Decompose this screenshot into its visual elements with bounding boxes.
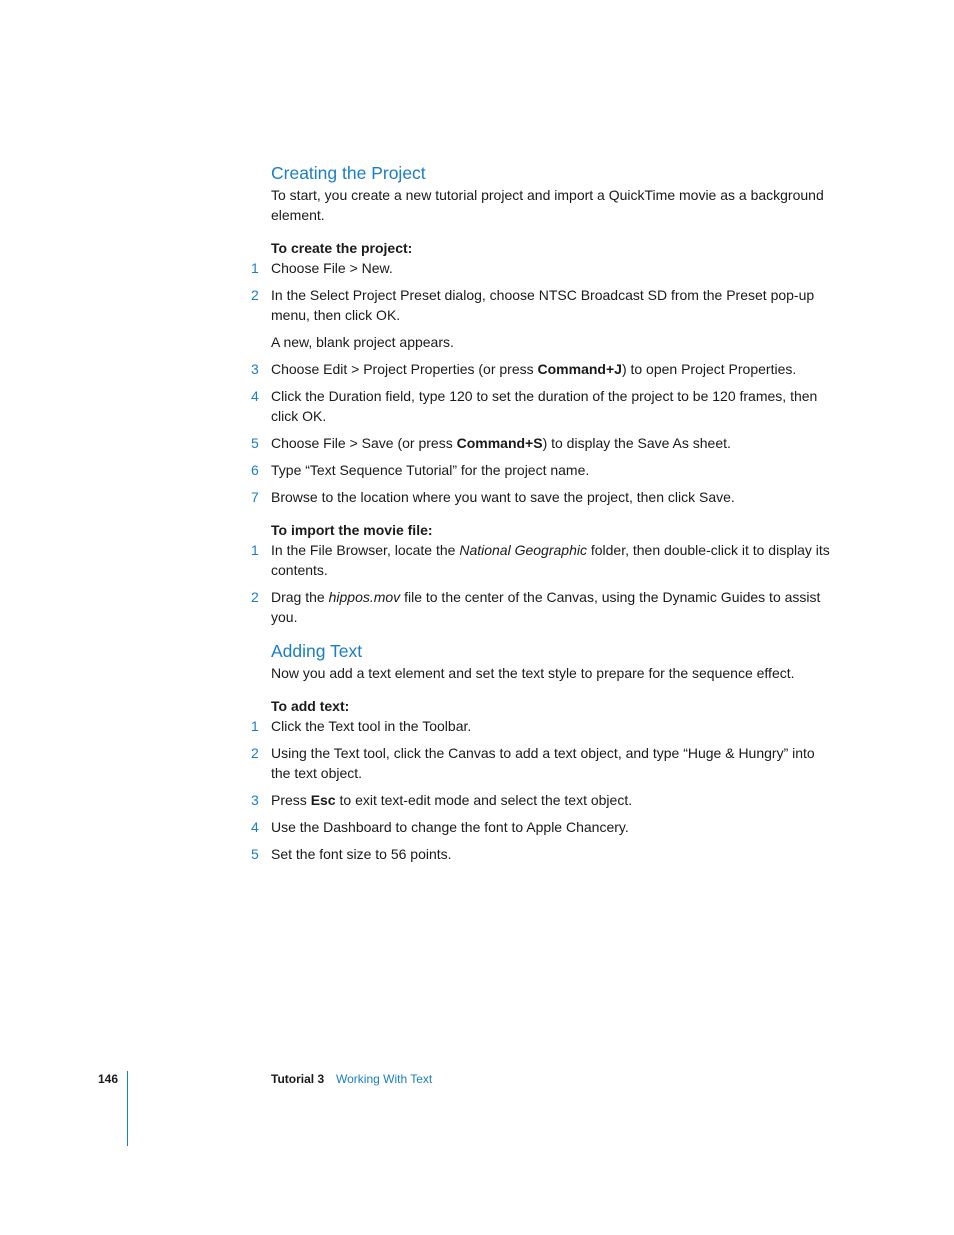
step-text: Click the Text tool in the Toolbar. xyxy=(271,718,472,734)
key-command: Esc xyxy=(310,792,336,808)
step-item xyxy=(251,285,831,325)
page-number: 146 xyxy=(98,1072,119,1086)
step-item xyxy=(251,540,831,580)
step-number: 3 xyxy=(251,792,259,808)
step-text: Click the Duration field, type 120 to set the duration of the project to be 120 frames, then click OK. xyxy=(271,388,818,424)
page-footer xyxy=(0,1072,954,1092)
result-note: A new, blank project appears. xyxy=(271,334,454,350)
steps-list-import-movie xyxy=(251,540,831,627)
step-item xyxy=(251,587,831,627)
section-heading-adding-text: Adding Text xyxy=(271,641,363,661)
steps-list-add-text xyxy=(251,716,831,864)
step-item xyxy=(251,386,831,426)
step-number: 5 xyxy=(251,435,259,451)
key-command: Command+S xyxy=(456,435,543,451)
procedure-title: To add text: xyxy=(271,698,350,714)
procedure-title: To import the movie file: xyxy=(271,522,433,538)
step-text-post: ) to display the Save As sheet. xyxy=(542,435,731,451)
step-text-post: ) to open Project Properties. xyxy=(621,361,797,377)
tutorial-label: Tutorial 3 xyxy=(271,1072,325,1086)
step-text: Choose File > New. xyxy=(271,260,393,276)
step-number: 3 xyxy=(251,361,259,377)
step-number: 2 xyxy=(251,745,259,761)
chapter-title: Working With Text xyxy=(336,1072,433,1086)
step-text-pre: Press xyxy=(271,792,311,808)
step-text-pre: In the File Browser, locate the xyxy=(271,542,460,558)
step-item xyxy=(251,258,831,278)
step-item xyxy=(251,460,831,480)
step-number: 4 xyxy=(251,388,259,404)
page-content xyxy=(251,162,831,864)
step-text: Use the Dashboard to change the font to Apple Chancery. xyxy=(271,819,629,835)
step-text-pre: Choose Edit > Project Properties (or press xyxy=(271,361,538,377)
step-number: 7 xyxy=(251,489,259,505)
step-item xyxy=(251,716,831,736)
step-text-post: folder, then double-click it to display its contents. xyxy=(271,542,830,578)
section-intro: To start, you create a new tutorial project and import a QuickTime movie as a background element. xyxy=(271,187,824,223)
step-item xyxy=(251,844,831,864)
step-text-post: to exit text-edit mode and select the text object. xyxy=(335,792,633,808)
step-number: 1 xyxy=(251,718,259,734)
step-number: 2 xyxy=(251,589,259,605)
step-text-pre: Choose File > Save (or press xyxy=(271,435,457,451)
section-intro: Now you add a text element and set the text style to prepare for the sequence effect. xyxy=(271,665,795,681)
step-text: Type “Text Sequence Tutorial” for the project name. xyxy=(271,462,590,478)
step-number: 1 xyxy=(251,542,259,558)
step-text-pre: Drag the xyxy=(271,589,329,605)
steps-list-create-project xyxy=(251,258,831,325)
step-text: Browse to the location where you want to save the project, then click Save. xyxy=(271,489,735,505)
step-item xyxy=(251,817,831,837)
file-name: hippos.mov xyxy=(328,589,401,605)
step-item xyxy=(251,743,831,783)
step-text-post: file to the center of the Canvas, using the Dynamic Guides to assist you. xyxy=(271,589,821,625)
step-item xyxy=(251,433,831,453)
step-number: 1 xyxy=(251,260,259,276)
step-text: Set the font size to 56 points. xyxy=(271,846,452,862)
step-item xyxy=(251,790,831,810)
procedure-title: To create the project: xyxy=(271,240,413,256)
step-number: 5 xyxy=(251,846,259,862)
step-text: In the Select Project Preset dialog, choose NTSC Broadcast SD from the Preset pop-up menu, then click OK. xyxy=(271,287,815,323)
step-number: 2 xyxy=(251,287,259,303)
section-adding-text xyxy=(251,640,831,864)
step-item xyxy=(251,487,831,507)
key-command: Command+J xyxy=(537,361,622,377)
section-heading-creating-project: Creating the Project xyxy=(271,163,426,183)
step-text: Using the Text tool, click the Canvas to add a text object, and type “Huge & Hungry” into the text object. xyxy=(271,745,815,781)
steps-list-create-project-cont xyxy=(251,359,831,507)
step-item xyxy=(251,359,831,379)
step-number: 4 xyxy=(251,819,259,835)
step-number: 6 xyxy=(251,462,259,478)
folder-name: National Geographic xyxy=(459,542,587,558)
